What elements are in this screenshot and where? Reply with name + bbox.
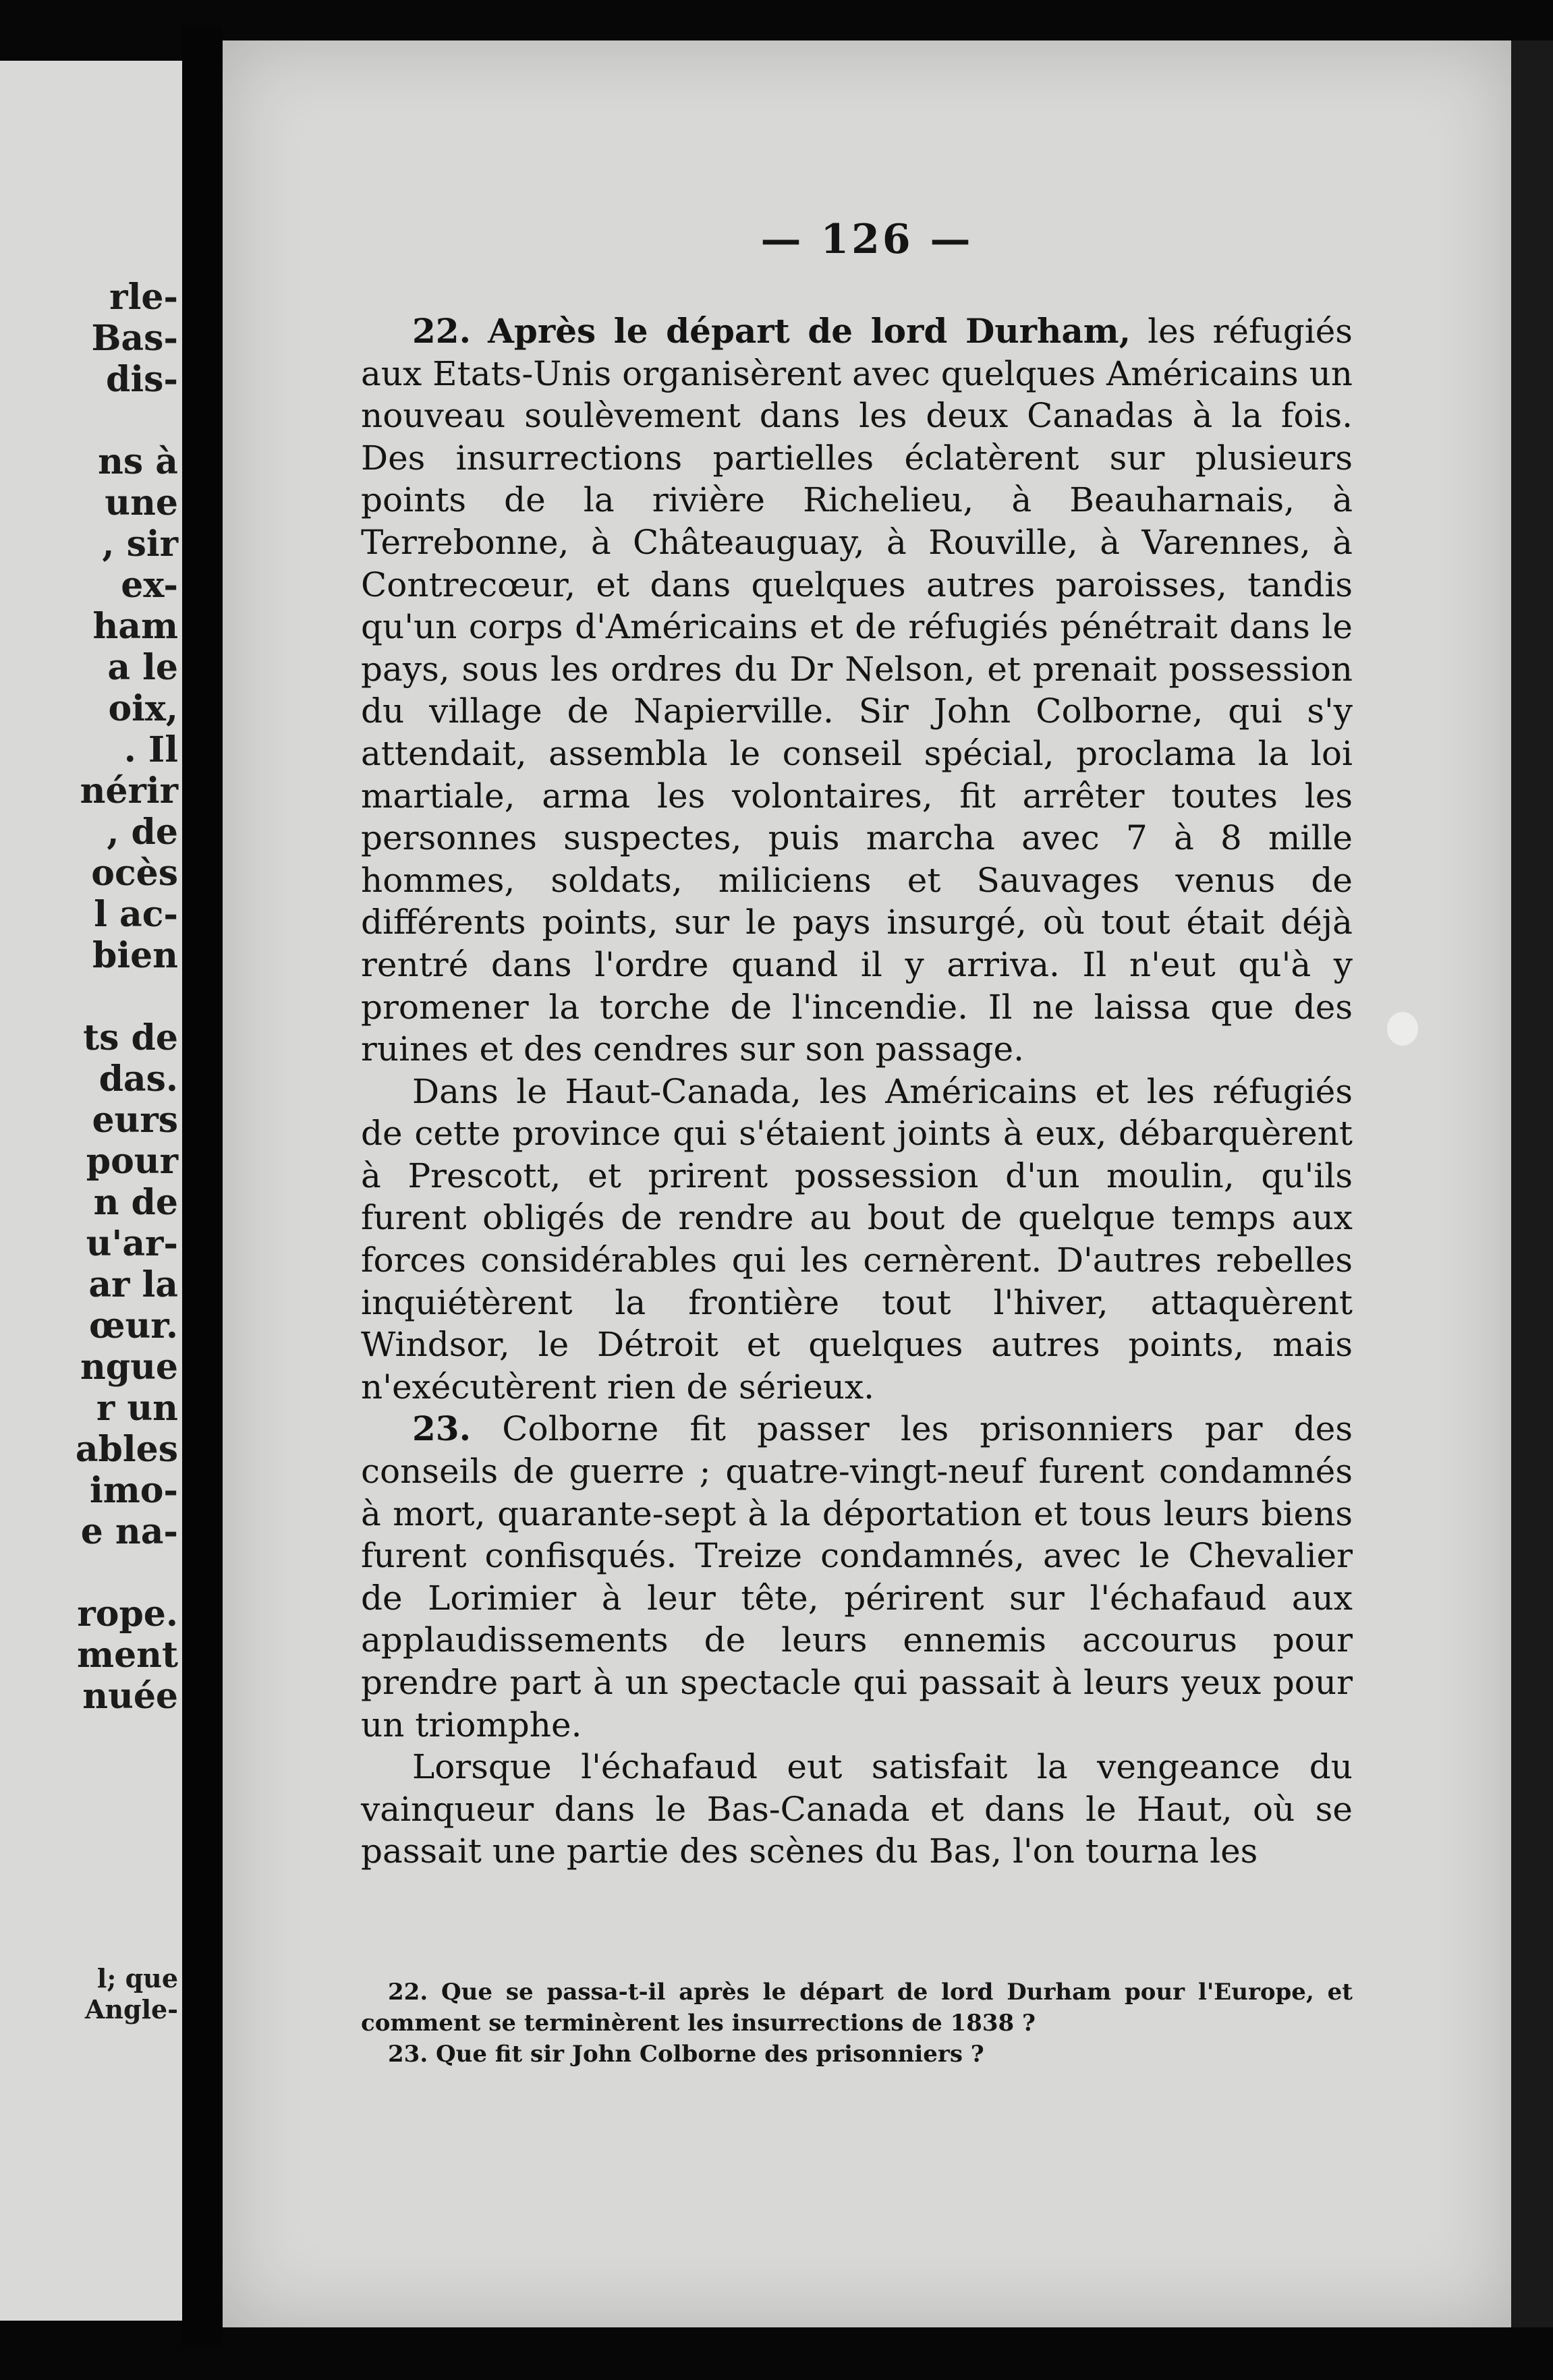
paragraph-text: Lorsque l'échafaud eut satisfait la vengeance du vainqueur dans le Bas-Canada et dans le Haut, où se passait une partie des scènes du Bas, l'on tourna les: [361, 1747, 1353, 1871]
prev-line: bien: [92, 935, 178, 976]
prev-line: une: [105, 482, 178, 523]
page-body: [361, 310, 1353, 1873]
prev-line: œur.: [89, 1305, 178, 1347]
prev-line: ocès: [91, 853, 178, 894]
prev-line: oix,: [108, 688, 178, 729]
prev-line: dis-: [106, 359, 178, 400]
question-22: 22. Que se passa-t-il après le départ de lord Durham pour l'Europe, et comment se terminèrent les insurrections de 1838 ?: [361, 1979, 1353, 2037]
paragraph-number: 23.: [412, 1409, 471, 1449]
prev-line: ham: [92, 606, 178, 647]
paragraph-echafaud: [361, 1746, 1353, 1873]
prev-line: ns à: [98, 441, 178, 482]
prev-line: l ac-: [94, 894, 178, 935]
paragraph-haut-canada: [361, 1071, 1353, 1409]
book-page: [223, 40, 1511, 2327]
page-right-edge: [1511, 40, 1553, 2327]
prev-line: pour: [86, 1141, 178, 1182]
prev-line: . Il: [123, 729, 178, 770]
prev-line: ment: [77, 1635, 178, 1676]
prev-line: Bas-: [91, 318, 178, 359]
prev-line: n de: [93, 1182, 178, 1223]
prev-line: rope.: [77, 1593, 178, 1635]
prev-line: ngue: [80, 1347, 178, 1388]
prev-line: das.: [98, 1058, 178, 1100]
prev-line: ables: [75, 1429, 178, 1470]
prev-line: rle-: [109, 277, 178, 318]
paragraph-22: [361, 310, 1353, 1071]
prev-line: e na-: [80, 1511, 178, 1552]
paragraph-23: [361, 1408, 1353, 1746]
prev-line: ar la: [88, 1264, 178, 1305]
previous-page-text: [3, 277, 178, 1717]
prev-line: nérir: [80, 770, 178, 812]
prev-line: a le: [107, 647, 178, 688]
prev-line: , de: [107, 812, 178, 853]
prev-foot-line: l; que: [96, 1963, 178, 1993]
paragraph-text: les réfugiés aux Etats-Unis organisèrent avec quelques Américains un nouveau soulèvement dans les deux Canadas à la fois. Des insurrections partielles éclatèrent sur plusieurs points de la rivière Richelieu, à Beauharnais, à Terrebonne, à Châteauguay, à Rouville, à Varennes, à Contrecœur, et dans quelques autres paroisses, tandis qu'un corps d'Américains et de réfugiés pénétrait dans le pays, sous les ordres du Dr Nelson, et prenait possession du village de Napierville. Sir John Colborne, qui s'y attendait, assembla le conseil spécial, proclama la loi martiale, arma les volontaires, fit arrêter toutes les personnes suspectes, puis marcha avec 7 à 8 mille hommes, soldats, miliciens et Sauvages venus de différents points, sur le pays insurgé, où tout était déjà rentré dans l'ordre quand il y arriva. Il n'eut qu'à y promener la torche de l'incendie. Il ne laissa que des ruines et des cendres sur son passage.: [361, 312, 1353, 1069]
paragraph-number: 22.: [412, 311, 471, 351]
previous-page-footnote: [3, 1963, 178, 2025]
prev-line: ts de: [83, 1017, 178, 1058]
prev-line: , sir: [102, 523, 178, 565]
review-questions: [361, 1977, 1353, 2070]
paragraph-text: Dans le Haut-Canada, les Américains et les réfugiés de cette province qui s'étaient joints à eux, débarquèrent à Prescott, et prirent possession d'un moulin, qu'ils furent obligés de rendre au bout de quelque temps aux forces considérables qui les cernèrent. D'autres rebelles inquiétèrent la frontière tout l'hiver, attaquèrent Windsor, le Détroit et quelques autres points, mais n'exécutèrent rien de sérieux.: [361, 1071, 1353, 1407]
previous-page-edge: [0, 61, 182, 2321]
prev-line: eurs: [92, 1100, 178, 1141]
prev-line: nuée: [82, 1676, 178, 1717]
page-number: — 126 —: [760, 216, 973, 263]
prev-line: imo-: [89, 1470, 178, 1511]
paper-speck: [1387, 1012, 1418, 1046]
prev-foot-line: Angle-: [84, 1994, 178, 2024]
paragraph-lead: Après le départ de lord Durham,: [488, 311, 1131, 351]
prev-line: ex-: [121, 565, 178, 606]
paragraph-text: Colborne fit passer les prisonniers par des conseils de guerre ; quatre-vingt-neuf furent condamnés à mort, quarante-sept à la déportation et tous leurs biens furent confisqués. Treize condamnés, avec le Chevalier de Lorimier à leur tête, périrent sur l'échafaud aux applaudissements de leurs ennemis accourus pour prendre part à un spectacle qui passait à leurs yeux pour un triomphe.: [361, 1409, 1353, 1745]
prev-line: u'ar-: [86, 1223, 178, 1264]
question-23: 23. Que fit sir John Colborne des prisonniers ?: [388, 2041, 984, 2068]
book-gutter: [182, 27, 223, 2348]
prev-line: r un: [96, 1388, 178, 1429]
